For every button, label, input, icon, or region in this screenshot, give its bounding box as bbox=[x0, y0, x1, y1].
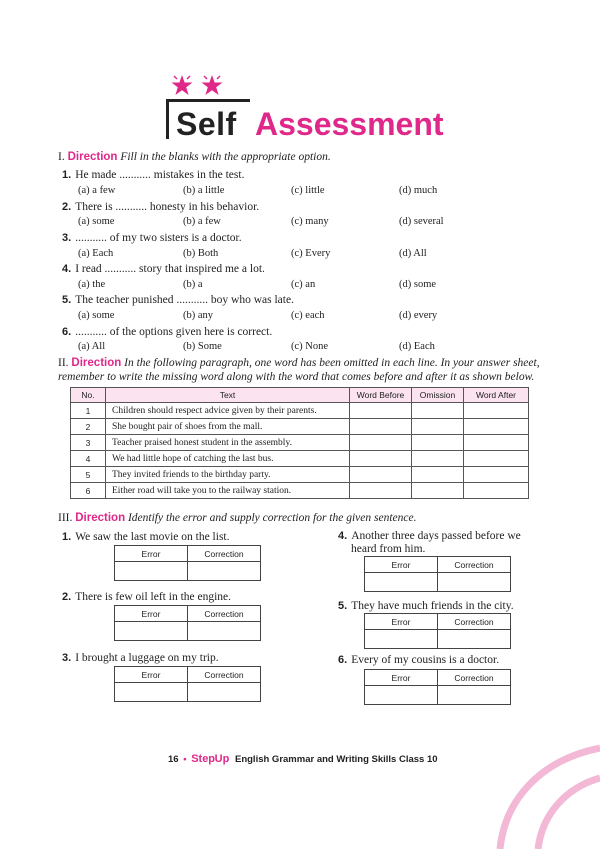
page-title-self: Self bbox=[176, 106, 237, 142]
omission-cell[interactable] bbox=[412, 403, 464, 419]
option[interactable]: (d) several bbox=[399, 216, 444, 227]
word-before-cell[interactable] bbox=[350, 435, 412, 451]
question: 6. ........... of the options given here is correct. bbox=[62, 326, 273, 338]
error-header: Error bbox=[365, 557, 438, 573]
question: 4. I read ........... story that inspired me a lot. bbox=[62, 263, 265, 275]
option[interactable]: (d) much bbox=[399, 185, 438, 196]
option[interactable]: (c) each bbox=[291, 310, 325, 321]
error-cell[interactable] bbox=[365, 686, 438, 705]
omission-cell[interactable] bbox=[412, 483, 464, 499]
table-row: 4 We had little hope of catching the last bus. bbox=[71, 451, 529, 467]
omission-cell[interactable] bbox=[412, 435, 464, 451]
column-header: Word After bbox=[464, 388, 529, 403]
question-continuation: heard from him. bbox=[351, 543, 426, 555]
word-after-cell[interactable] bbox=[464, 483, 529, 499]
page-number: 16 bbox=[168, 754, 179, 765]
word-before-cell[interactable] bbox=[350, 451, 412, 467]
footer bbox=[168, 753, 438, 765]
table-row: 3 Teacher praised honest student in the assembly. bbox=[71, 435, 529, 451]
question: 2. There is few oil left in the engine. bbox=[62, 591, 232, 603]
correction-cell[interactable] bbox=[188, 622, 261, 641]
correction-header: Correction bbox=[188, 667, 261, 683]
question: 3. I brought a luggage on my trip. bbox=[62, 652, 219, 664]
correction-header: Correction bbox=[188, 606, 261, 622]
error-cell[interactable] bbox=[365, 573, 438, 592]
option[interactable]: (a) a few bbox=[78, 185, 116, 196]
option[interactable]: (b) a few bbox=[183, 216, 221, 227]
error-correction-table bbox=[364, 613, 511, 649]
question: 5. They have much friends in the city. bbox=[338, 600, 514, 612]
correction-cell[interactable] bbox=[188, 683, 261, 702]
omission-cell[interactable] bbox=[412, 451, 464, 467]
error-correction-table bbox=[114, 605, 261, 641]
option[interactable]: (d) All bbox=[399, 248, 427, 259]
word-after-cell[interactable] bbox=[464, 467, 529, 483]
question: 4. Another three days passed before we bbox=[338, 530, 521, 542]
stars-decoration-icon bbox=[170, 74, 230, 100]
question: 5. The teacher punished ........... boy who was late. bbox=[62, 294, 294, 306]
option[interactable]: (a) All bbox=[78, 341, 106, 352]
column-header: Text bbox=[106, 388, 350, 403]
option[interactable]: (d) Each bbox=[399, 341, 435, 352]
correction-cell[interactable] bbox=[438, 573, 511, 592]
option[interactable]: (b) a little bbox=[183, 185, 225, 196]
bullet-icon: • bbox=[183, 754, 187, 765]
table-row: 5 They invited friends to the birthday party. bbox=[71, 467, 529, 483]
column-header: No. bbox=[71, 388, 106, 403]
error-header: Error bbox=[115, 667, 188, 683]
word-after-cell[interactable] bbox=[464, 451, 529, 467]
option[interactable]: (a) the bbox=[78, 279, 106, 290]
book-title: English Grammar and Writing Skills Class 10 bbox=[234, 754, 438, 765]
error-header: Error bbox=[115, 546, 188, 562]
table-row: 6 Either road will take you to the railway station. bbox=[71, 483, 529, 499]
error-correction-table bbox=[364, 669, 511, 705]
correction-cell[interactable] bbox=[438, 686, 511, 705]
correction-header: Correction bbox=[438, 670, 511, 686]
error-header: Error bbox=[365, 670, 438, 686]
question: 1. He made ........... mistakes in the test. bbox=[62, 169, 245, 181]
error-correction-table bbox=[114, 545, 261, 581]
section2-heading: II. Direction In the following paragraph, one word has been omitted in each line. In your answer sheet, bbox=[58, 357, 540, 369]
correction-header: Correction bbox=[438, 614, 511, 630]
option[interactable]: (a) some bbox=[78, 216, 115, 227]
question: 2. There is ........... honesty in his behavior. bbox=[62, 201, 260, 213]
section2-heading-line2: remember to write the missing word along with the word that comes before and after it as shown below. bbox=[58, 371, 535, 383]
error-cell[interactable] bbox=[115, 683, 188, 702]
option[interactable]: (a) Each bbox=[78, 248, 114, 259]
correction-cell[interactable] bbox=[438, 630, 511, 649]
option[interactable]: (a) some bbox=[78, 310, 115, 321]
correction-header: Correction bbox=[188, 546, 261, 562]
error-correction-table bbox=[114, 666, 261, 702]
word-after-cell[interactable] bbox=[464, 419, 529, 435]
question: 3. ........... of my two sisters is a doctor. bbox=[62, 232, 242, 244]
column-header: Omission bbox=[412, 388, 464, 403]
title-bracket-side bbox=[166, 99, 169, 139]
error-cell[interactable] bbox=[115, 562, 188, 581]
column-header: Word Before bbox=[350, 388, 412, 403]
word-before-cell[interactable] bbox=[350, 467, 412, 483]
table-row: 1 Children should respect advice given by their parents. bbox=[71, 403, 529, 419]
error-cell[interactable] bbox=[115, 622, 188, 641]
brand-up: Up bbox=[214, 753, 230, 765]
error-cell[interactable] bbox=[365, 630, 438, 649]
error-header: Error bbox=[115, 606, 188, 622]
question: 6. Every of my cousins is a doctor. bbox=[338, 654, 500, 666]
option[interactable]: (c) an bbox=[291, 279, 316, 290]
option[interactable]: (c) Every bbox=[291, 248, 331, 259]
correction-cell[interactable] bbox=[188, 562, 261, 581]
option[interactable]: (c) None bbox=[291, 341, 329, 352]
page-title-assessment: Assessment bbox=[255, 106, 444, 142]
error-correction-table bbox=[364, 556, 511, 592]
word-after-cell[interactable] bbox=[464, 403, 529, 419]
word-before-cell[interactable] bbox=[350, 403, 412, 419]
option[interactable]: (d) some bbox=[399, 279, 437, 290]
option[interactable]: (b) Both bbox=[183, 248, 219, 259]
correction-header: Correction bbox=[438, 557, 511, 573]
option[interactable]: (b) Some bbox=[183, 341, 222, 352]
omission-cell[interactable] bbox=[412, 419, 464, 435]
word-before-cell[interactable] bbox=[350, 483, 412, 499]
error-header: Error bbox=[365, 614, 438, 630]
question: 1. We saw the last movie on the list. bbox=[62, 531, 230, 543]
table-header-row bbox=[71, 388, 529, 403]
option[interactable]: (b) any bbox=[183, 310, 214, 321]
section3-heading: III. Direction Identify the error and supply correction for the given sentence. bbox=[58, 512, 417, 524]
section1-heading: I. Direction Fill in the blanks with the appropriate option. bbox=[58, 151, 331, 163]
word-after-cell[interactable] bbox=[464, 435, 529, 451]
option[interactable]: (c) many bbox=[291, 216, 329, 227]
title-bracket-top bbox=[166, 99, 250, 102]
omission-table bbox=[70, 387, 529, 499]
table-row: 2 She bought pair of shoes from the mall. bbox=[71, 419, 529, 435]
brand-step: Step bbox=[191, 753, 216, 765]
option[interactable]: (c) little bbox=[291, 185, 325, 196]
option[interactable]: (b) a bbox=[183, 279, 203, 290]
option[interactable]: (d) every bbox=[399, 310, 438, 321]
decorative-arcs-icon bbox=[470, 720, 600, 849]
omission-cell[interactable] bbox=[412, 467, 464, 483]
word-before-cell[interactable] bbox=[350, 419, 412, 435]
